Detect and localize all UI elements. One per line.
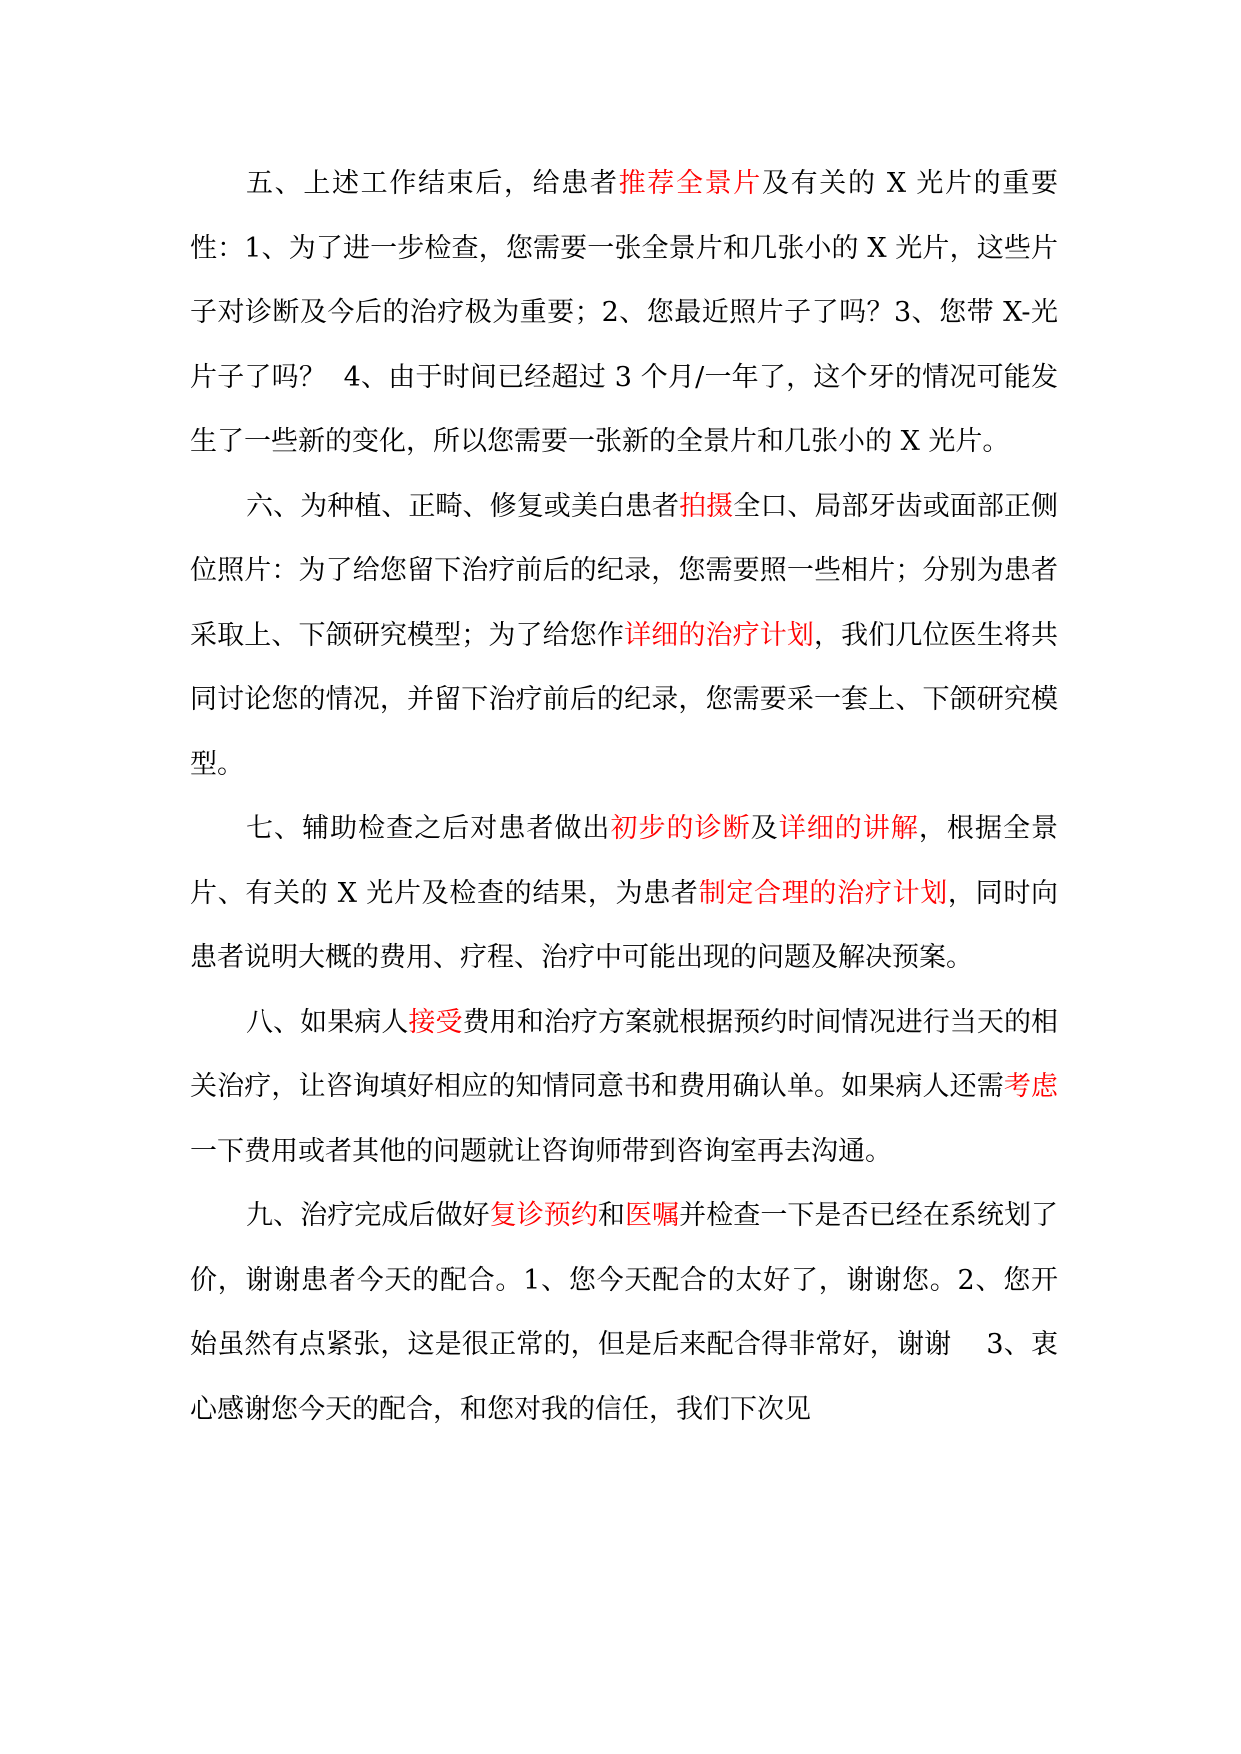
highlighted-text: 医嘱 (624, 1200, 680, 1231)
paragraph-text: ，根据全景片、有关的 X 光片及检查的结果，为患者 (190, 813, 1059, 909)
document-body (190, 152, 1058, 1442)
highlighted-text: 复诊预约 (489, 1200, 598, 1231)
paragraph-text: 七、辅助检查之后对患者做出 (246, 813, 611, 844)
paragraph-text: 一下费用或者其他的问题就让咨询师带到咨询室再去沟通。 (190, 1135, 892, 1167)
paragraph-text: 六、为种植、正畸、修复或美白患者 (246, 490, 680, 522)
highlighted-text: 详细的讲解 (778, 813, 919, 844)
highlighted-text: 推荐全景片 (618, 168, 762, 199)
paragraph-text: 五、上述工作结束后，给患者 (246, 168, 619, 199)
paragraph-6 (190, 475, 1058, 798)
highlighted-text: 拍摄 (679, 490, 734, 522)
highlighted-text: 接受 (408, 1006, 463, 1038)
paragraph-text: ，同时向患者说明大概的费用、疗程、治疗中可能出现的问题及解决预案。 (190, 877, 1059, 973)
paragraph-8 (190, 991, 1058, 1185)
paragraph-text: 并检查一下是否已经在系统划了价，谢谢患者今天的配合。1、您今天配合的太好了，谢谢您。2、您开始虽然有点紧张，这是很正常的，但是后来配合得非常好，谢谢 3、衷心感谢您今天的配合，和您对我的信任，我们下次见 (190, 1200, 1059, 1425)
highlighted-text: 考虑 (1003, 1071, 1059, 1102)
paragraph-9 (190, 1184, 1058, 1442)
paragraph-7 (190, 797, 1058, 991)
highlighted-text: 详细的治疗计划 (624, 619, 814, 651)
paragraph-text: 全口、局部牙齿或面部正侧位照片：为了给您留下治疗前后的纪录，您需要照一些相片；分别为患者采取上、下颌研究模型；为了给您作 (190, 490, 1059, 651)
paragraph-text: 和 (597, 1200, 625, 1231)
paragraph-text: 及 (750, 813, 779, 844)
highlighted-text: 制定合理的治疗计划 (698, 877, 948, 909)
paragraph-text: 费用和治疗方案就根据预约时间情况进行当天的相关治疗，让咨询填好相应的知情同意书和费用确认单。如果病人还需 (190, 1006, 1059, 1102)
highlighted-text: 初步的诊断 (610, 813, 751, 844)
paragraph-5 (190, 152, 1058, 475)
paragraph-text: ，我们几位医生将共同讨论您的情况，并留下治疗前后的纪录，您需要采一套上、下颌研究模型。 (190, 619, 1059, 780)
paragraph-text: 九、治疗完成后做好 (246, 1200, 490, 1231)
paragraph-text: 及有关的 X 光片的重要性：1、为了进一步检查，您需要一张全景片和几张小的 X 光片，这些片子对诊断及今后的治疗极为重要；2、您最近照片子了吗？3、您带 X-光片子了吗？ 4、由于时间已经超过 3 个月/一年了，这个牙的情况可能发生了一些新的变化，所以您需要一张新的全景片和几张小的 X 光片。 (190, 168, 1059, 457)
paragraph-text: 八、如果病人 (246, 1006, 409, 1038)
